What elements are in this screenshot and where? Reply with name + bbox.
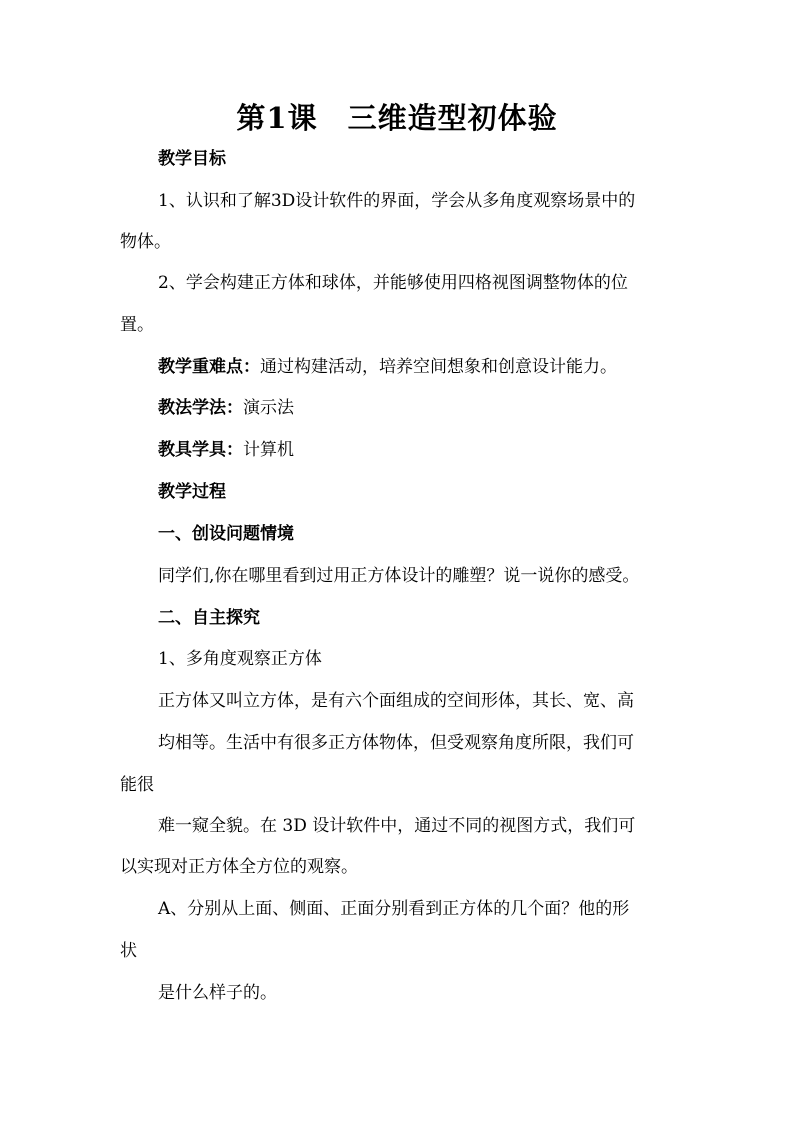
key-points-text: 通过构建活动，培养空间想象和创意设计能力。 [260, 357, 617, 377]
lesson-title: 第1课 三维造型初体验 [236, 101, 558, 135]
teaching-goals-heading: 教学目标 [158, 149, 226, 169]
para-1-line-1: 正方体又叫立方体，是有六个面组成的空间形体，其长、宽、高 [158, 691, 634, 711]
key-points-label: 教学重难点： [158, 357, 260, 377]
part-1-heading: 一、创设问题情境 [158, 524, 294, 544]
method-label: 教法学法： [158, 398, 243, 418]
tools-label: 教具学具： [158, 440, 243, 460]
goal-2-line-1: 2、学会构建正方体和球体，并能够使用四格视图调整物体的位 [158, 273, 628, 293]
tools-text: 计算机 [243, 440, 294, 460]
goal-1-line-1: 1、认识和了解3D设计软件的界面，学会从多角度观察场景中的 [158, 191, 636, 211]
sub-1-heading: 1、多角度观察正方体 [158, 649, 322, 669]
method-text: 演示法 [243, 398, 294, 418]
method-line [158, 397, 294, 419]
tools-line [158, 439, 294, 461]
para-1-line-2: 均相等。生活中有很多正方体物体，但受观察角度所限，我们可 [158, 733, 634, 753]
para-1-line-3: 能很 [120, 775, 154, 795]
process-heading: 教学过程 [158, 482, 226, 502]
part-2-heading: 二、自主探究 [158, 608, 260, 628]
question-a-line-2: 状 [120, 941, 137, 961]
para-2-line-1: 难一窥全貌。在 3D 设计软件中，通过不同的视图方式，我们可 [158, 816, 636, 836]
question-a-line-1: A、分别从上面、侧面、正面分别看到正方体的几个面？他的形 [158, 899, 630, 919]
part-1-text: 同学们,你在哪里看到过用正方体设计的雕塑？说一说你的感受。 [158, 566, 640, 586]
para-2-line-2: 以实现对正方体全方位的观察。 [120, 857, 358, 877]
key-points-line [158, 356, 617, 378]
goal-2-line-2: 置。 [120, 315, 154, 335]
question-a-line-3: 是什么样子的。 [158, 983, 277, 1003]
goal-1-line-2: 物体。 [120, 232, 171, 252]
